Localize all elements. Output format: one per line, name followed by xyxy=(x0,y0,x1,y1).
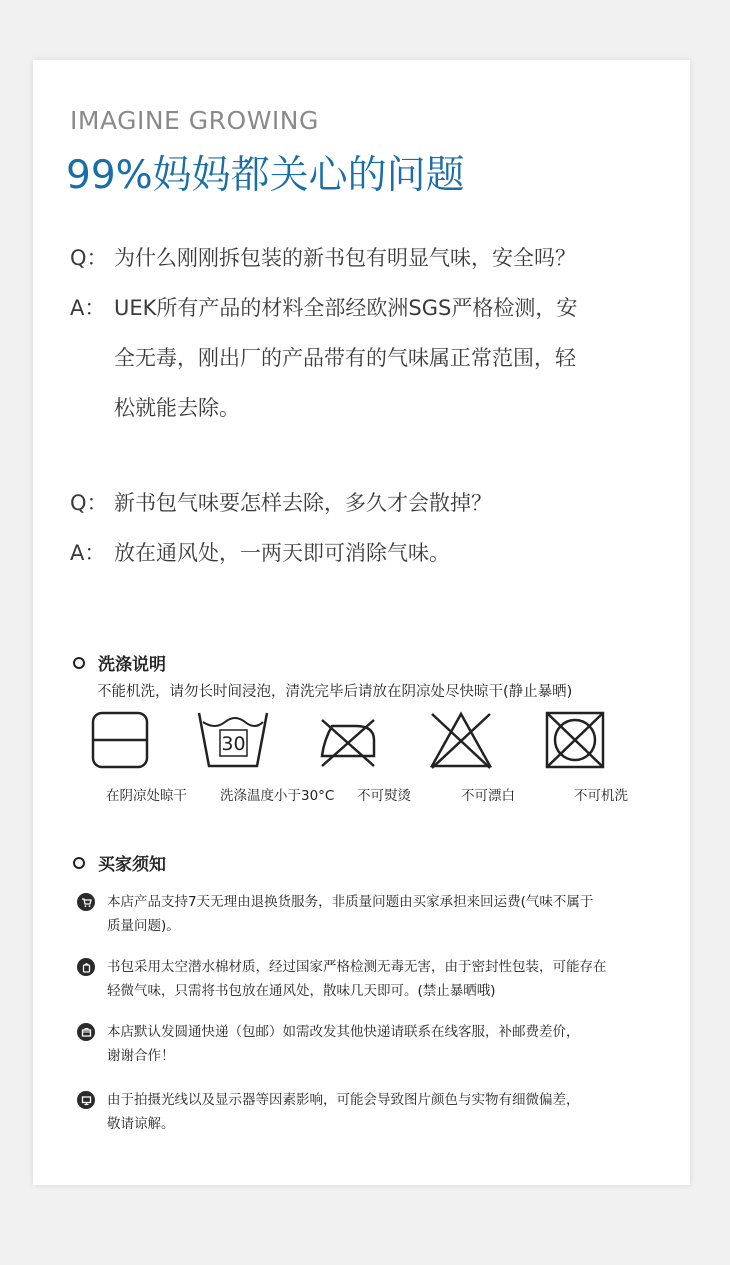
bag-icon xyxy=(77,958,95,976)
no-bleach-icon xyxy=(401,710,521,770)
icon-label: 洗涤温度小于30°C xyxy=(220,788,335,804)
qa-item-2 xyxy=(70,478,660,578)
answer-line: 放在通风处，一两天即可消除气味。 xyxy=(114,541,450,565)
notice-item: 书包采用太空潜水棉材质，经过国家严格检测无毒无害，由于密封性包装，可能存在 轻微气味，只需将书包放在通风处，散味几天即可。(禁止暴晒哦) xyxy=(77,955,667,1003)
headline: 99%妈妈都关心的问题 xyxy=(66,153,465,198)
answer-tag: A： xyxy=(70,296,106,320)
answer-line: 松就能去除。 xyxy=(114,396,240,420)
no-machine-wash-icon xyxy=(515,710,635,770)
bullet-circle-icon xyxy=(73,657,85,669)
info-card xyxy=(33,60,690,1185)
wash-temp-number: 30 xyxy=(221,733,246,755)
question-tag: Q： xyxy=(70,246,108,270)
answer-line: UEK所有产品的材料全部经欧洲SGS严格检测，安 xyxy=(114,296,578,320)
icon-label: 不可熨烫 xyxy=(357,788,411,804)
notice-item: 由于拍摄光线以及显示器等因素影响，可能会导致图片颜色与实物有细微偏差， 敬请谅解。 xyxy=(77,1088,667,1136)
wash-30-icon xyxy=(173,710,293,770)
eyebrow-text: IMAGINE GROWING xyxy=(70,106,319,135)
icon-label: 不可机洗 xyxy=(574,788,628,804)
buyer-section-title: 买家须知 xyxy=(73,850,166,875)
bullet-circle-icon xyxy=(73,857,85,869)
dry-flat-shade-icon xyxy=(60,710,180,770)
wash-section-title: 洗涤说明 xyxy=(73,650,166,675)
shipping-icon xyxy=(77,1023,95,1041)
answer-line: 全无毒，刚出厂的产品带有的气味属正常范围，轻 xyxy=(114,346,576,370)
qa-item-1 xyxy=(70,233,660,433)
cart-icon xyxy=(77,893,95,911)
notice-item: 本店默认发圆通快递（包邮）如需改发其他快递请联系在线客服，补邮费差价， 谢谢合作！ xyxy=(77,1020,667,1068)
answer-tag: A： xyxy=(70,541,106,565)
notice-item: 本店产品支持7天无理由退换货服务，非质量问题由买家承担来回运费(气味不属于 质量问题)。 xyxy=(77,890,667,938)
no-iron-icon xyxy=(288,710,408,770)
wash-note: 不能机洗，请勿长时间浸泡，清洗完毕后请放在阴凉处尽快晾干(静止暴晒) xyxy=(97,684,573,700)
monitor-icon xyxy=(77,1091,95,1109)
question-text: 为什么刚刚拆包装的新书包有明显气味，安全吗？ xyxy=(114,246,576,270)
icon-label: 不可漂白 xyxy=(461,788,515,804)
question-text: 新书包气味要怎样去除，多久才会散掉？ xyxy=(114,491,492,515)
icon-label: 在阴凉处晾干 xyxy=(106,788,187,804)
question-tag: Q： xyxy=(70,491,108,515)
